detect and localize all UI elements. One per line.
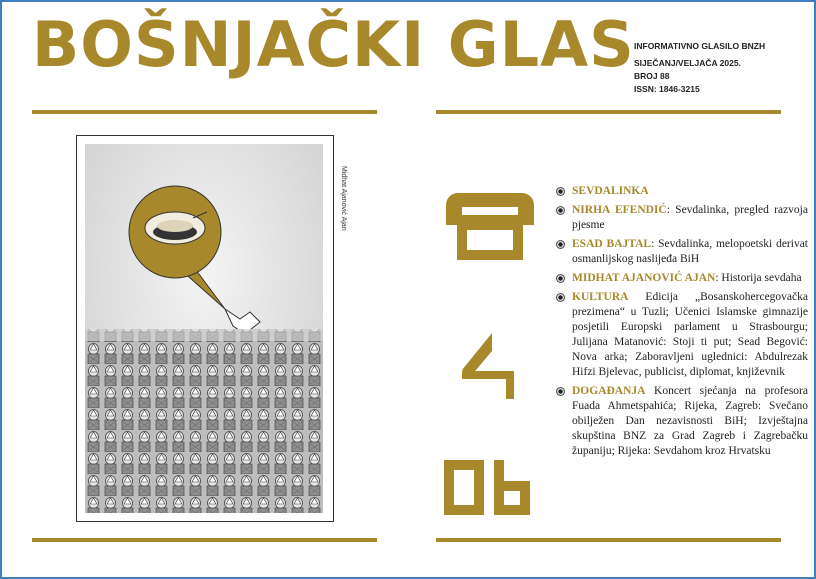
toc-text: Koncert sjećanja na profesora Fuada Ahmetspahića; Rijeka, Zagreb: Svečano obilježen Dan nezavisnosti BiH; Izvještajna skupština BNZ za Grad Zagreb i Zagrebačku županiju; Rijeka: Sevdahom kroz Hrvatsku	[572, 385, 808, 457]
decorative-glyphs	[440, 185, 540, 515]
cartoon-drawing	[85, 144, 323, 513]
toc-item-dogadanja	[556, 384, 808, 459]
bullet-icon	[556, 187, 565, 196]
toc-item-esad-bajtal	[556, 237, 808, 267]
masthead-subtitle: INFORMATIVNO GLASILO BNZH	[634, 41, 766, 51]
table-of-contents	[556, 184, 808, 463]
cartoon-image	[85, 144, 323, 513]
bullet-icon	[556, 240, 565, 249]
bottom-rule-left	[32, 538, 377, 542]
bottom-rule-right	[436, 538, 781, 542]
toc-text: Edicija „Bosanskohercegovačka prezimena“ u Tuzli; Učenici Islamske gimnazije posjetili Europski parlament u Strasbourgu; Julijana Matanović: Stoji ti put; Sead Begović: Nova arka; Zaboravljeni uglednici: Abdulrezak Hifzi Bjelevac, publicist, diplomat, književnik	[572, 291, 808, 378]
toc-text: : Sevdalinka, melopoetski derivat osmanlijskog naslijeđa BiH	[572, 238, 809, 265]
toc-text: : Sevdalinka, pregled razvoja pjesme	[572, 204, 808, 231]
bullet-icon	[556, 387, 565, 396]
toc-head: NIRHA EFENDIĆ	[572, 204, 667, 216]
toc-text: : Historija sevdaha	[715, 272, 802, 284]
bullet-icon	[556, 293, 565, 302]
top-rule-left	[32, 110, 377, 114]
toc-item-midhat-ajanovic	[556, 271, 808, 286]
glyph-middle-icon	[462, 333, 514, 399]
masthead-info	[634, 40, 765, 96]
issn: ISSN: 1846-3215	[634, 84, 700, 94]
toc-item-nirha-efendic	[556, 203, 808, 233]
glyph-top-icon	[446, 193, 534, 255]
glyph-bottom-icon	[444, 460, 530, 515]
issue-number: BROJ 88	[634, 71, 670, 81]
issue-date: SIJEČANJ/VELJAČA 2025.	[634, 58, 741, 68]
bullet-icon	[556, 206, 565, 215]
toc-head: DOGAĐANJA	[572, 385, 646, 397]
cartoon-illustration	[76, 135, 334, 522]
masthead-title: BOŠNJAČKI GLAS	[32, 8, 635, 81]
toc-item-kultura	[556, 290, 808, 380]
artwork-credit: Midhat Ajanović Ajan	[340, 166, 347, 231]
toc-head: KULTURA	[572, 291, 629, 303]
toc-item-sevdalinka	[556, 184, 808, 199]
toc-head: ESAD BAJTAL	[572, 238, 652, 250]
top-rule-right	[436, 110, 781, 114]
bullet-icon	[556, 274, 565, 283]
toc-head: SEVDALINKA	[572, 185, 649, 197]
toc-head: MIDHAT AJANOVIĆ AJAN	[572, 272, 716, 284]
